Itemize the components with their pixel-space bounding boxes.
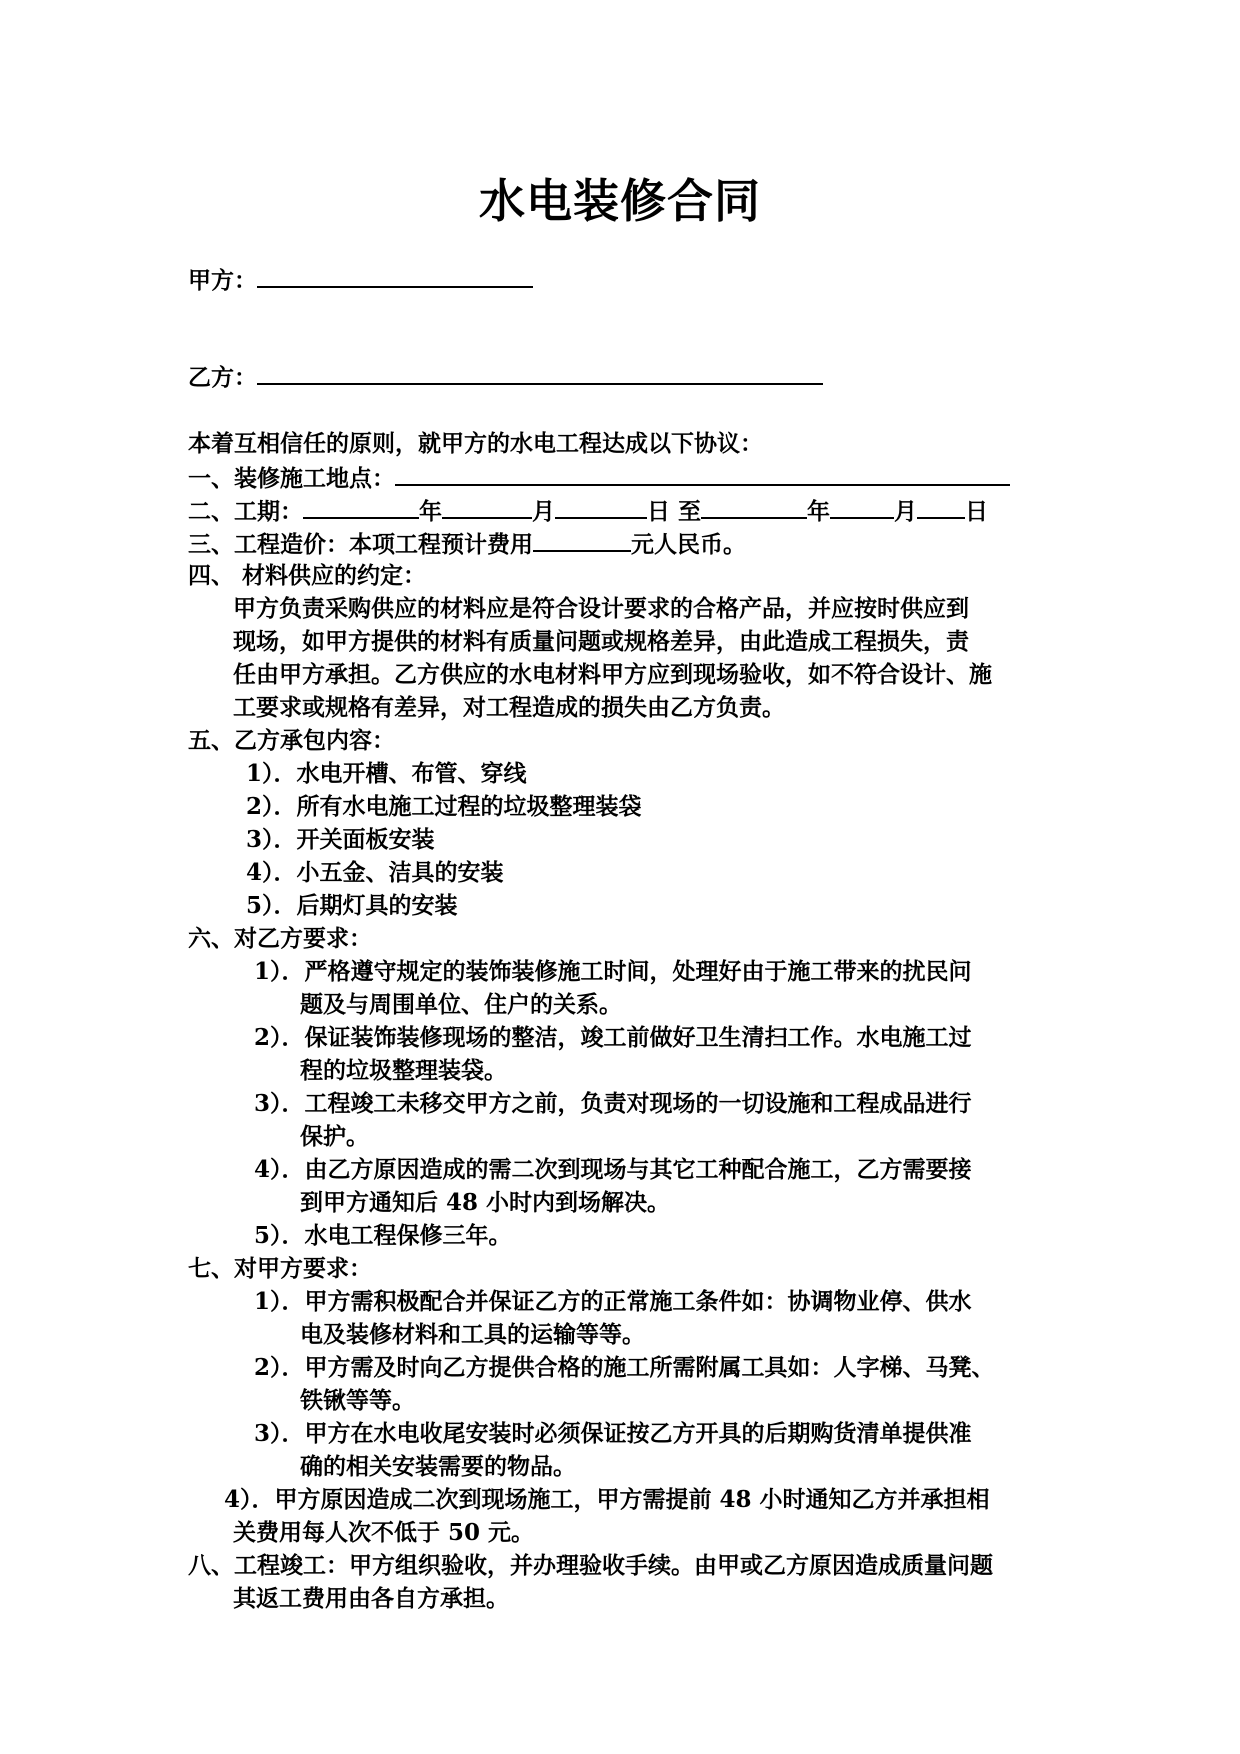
section-7-item-cont: 确的相关安装需要的物品。 xyxy=(300,1453,576,1480)
section-5-item: 2）．所有水电施工过程的垃圾整理装袋 xyxy=(246,793,642,820)
section-4-label: 四、 材料供应的约定： xyxy=(188,562,427,589)
section-8-line: 八、工程竣工：甲方组织验收，并办理验收手续。由甲或乙方原因造成质量问题 xyxy=(188,1552,993,1579)
section-5-item: 4）．小五金、洁具的安装 xyxy=(246,859,504,886)
section-5-item: 1）．水电开槽、布管、穿线 xyxy=(246,760,527,787)
party-b-label: 乙方： xyxy=(188,364,257,391)
site-address-blank[interactable] xyxy=(395,460,1010,486)
to-label: 至 xyxy=(678,498,702,525)
section-3-row xyxy=(188,526,746,561)
document-title: 水电装修合同 xyxy=(479,174,761,228)
end-year-blank[interactable] xyxy=(701,493,807,519)
section-6-item-cont: 程的垃圾整理装袋。 xyxy=(300,1057,507,1084)
party-a-row xyxy=(188,262,533,297)
start-month-blank[interactable] xyxy=(442,493,532,519)
start-day-label: 日 xyxy=(647,498,670,525)
start-month-label: 月 xyxy=(532,498,555,525)
start-year-label: 年 xyxy=(419,498,442,525)
section-6-item: 3）．工程竣工未移交甲方之前，负责对现场的一切设施和工程成品进行 xyxy=(254,1090,972,1117)
section-1-row xyxy=(188,460,1010,495)
section-6-label: 六、对乙方要求： xyxy=(188,925,372,952)
end-year-label: 年 xyxy=(807,498,831,525)
section-4-line: 工要求或规格有差异，对工程造成的损失由乙方负责。 xyxy=(233,694,785,721)
end-month-label: 月 xyxy=(894,498,918,525)
section-6-item-cont: 到甲方通知后 48 小时内到场解决。 xyxy=(300,1189,671,1216)
party-a-blank[interactable] xyxy=(257,262,533,288)
section-4-line: 现场，如甲方提供的材料有质量问题或规格差异，由此造成工程损失，责 xyxy=(233,628,969,655)
party-a-label: 甲方： xyxy=(188,267,257,294)
end-day-label: 日 xyxy=(965,498,989,525)
cost-blank[interactable] xyxy=(533,526,631,552)
section-6-item: 2）．保证装饰装修现场的整洁，竣工前做好卫生清扫工作。水电施工过 xyxy=(254,1024,972,1051)
section-7-item: 2）．甲方需及时向乙方提供合格的施工所需附属工具如：人字梯、马凳、 xyxy=(254,1354,995,1381)
section-7-item: 4）．甲方原因造成二次到现场施工，甲方需提前 48 小时通知乙方并承担相 xyxy=(224,1486,990,1513)
section-7-item: 1）．甲方需积极配合并保证乙方的正常施工条件如：协调物业停、供水 xyxy=(254,1288,972,1315)
party-b-blank[interactable] xyxy=(257,359,823,385)
start-year-blank[interactable] xyxy=(303,493,419,519)
intro-text: 本着互相信任的原则，就甲方的水电工程达成以下协议： xyxy=(188,430,763,457)
section-7-item-cont: 电及装修材料和工具的运输等等。 xyxy=(300,1321,645,1348)
section-7-label: 七、对甲方要求： xyxy=(188,1255,372,1282)
section-7-item: 3）．甲方在水电收尾安装时必须保证按乙方开具的后期购货清单提供准 xyxy=(254,1420,972,1447)
section-6-item-cont: 题及与周围单位、住户的关系。 xyxy=(300,991,622,1018)
section-2-label: 二、工期： xyxy=(188,498,303,525)
party-b-row xyxy=(188,359,823,394)
end-day-blank[interactable] xyxy=(917,493,965,519)
section-5-label: 五、乙方承包内容： xyxy=(188,727,395,754)
start-day-blank[interactable] xyxy=(555,493,647,519)
end-month-blank[interactable] xyxy=(830,493,894,519)
section-6-item: 1）．严格遵守规定的装饰装修施工时间，处理好由于施工带来的扰民问 xyxy=(254,958,972,985)
section-5-item: 3）．开关面板安装 xyxy=(246,826,435,853)
section-7-item-cont: 铁锹等等。 xyxy=(300,1387,415,1414)
section-2-row xyxy=(188,493,988,528)
section-3-unit: 元人民币。 xyxy=(631,531,746,558)
section-6-item: 4）．由乙方原因造成的需二次到现场与其它工种配合施工，乙方需要接 xyxy=(254,1156,972,1183)
section-6-item-cont: 保护。 xyxy=(300,1123,369,1150)
section-6-item: 5）．水电工程保修三年。 xyxy=(254,1222,512,1249)
section-7-item-cont: 关费用每人次不低于 50 元。 xyxy=(233,1519,535,1546)
section-8-line-cont: 其返工费用由各自方承担。 xyxy=(233,1585,509,1612)
section-4-line: 甲方负责采购供应的材料应是符合设计要求的合格产品，并应按时供应到 xyxy=(233,595,969,622)
section-1-label: 一、装修施工地点： xyxy=(188,465,395,492)
section-5-item: 5）．后期灯具的安装 xyxy=(246,892,458,919)
section-3-label: 三、工程造价：本项工程预计费用 xyxy=(188,531,533,558)
section-4-line: 任由甲方承担。乙方供应的水电材料甲方应到现场验收，如不符合设计、施 xyxy=(233,661,992,688)
